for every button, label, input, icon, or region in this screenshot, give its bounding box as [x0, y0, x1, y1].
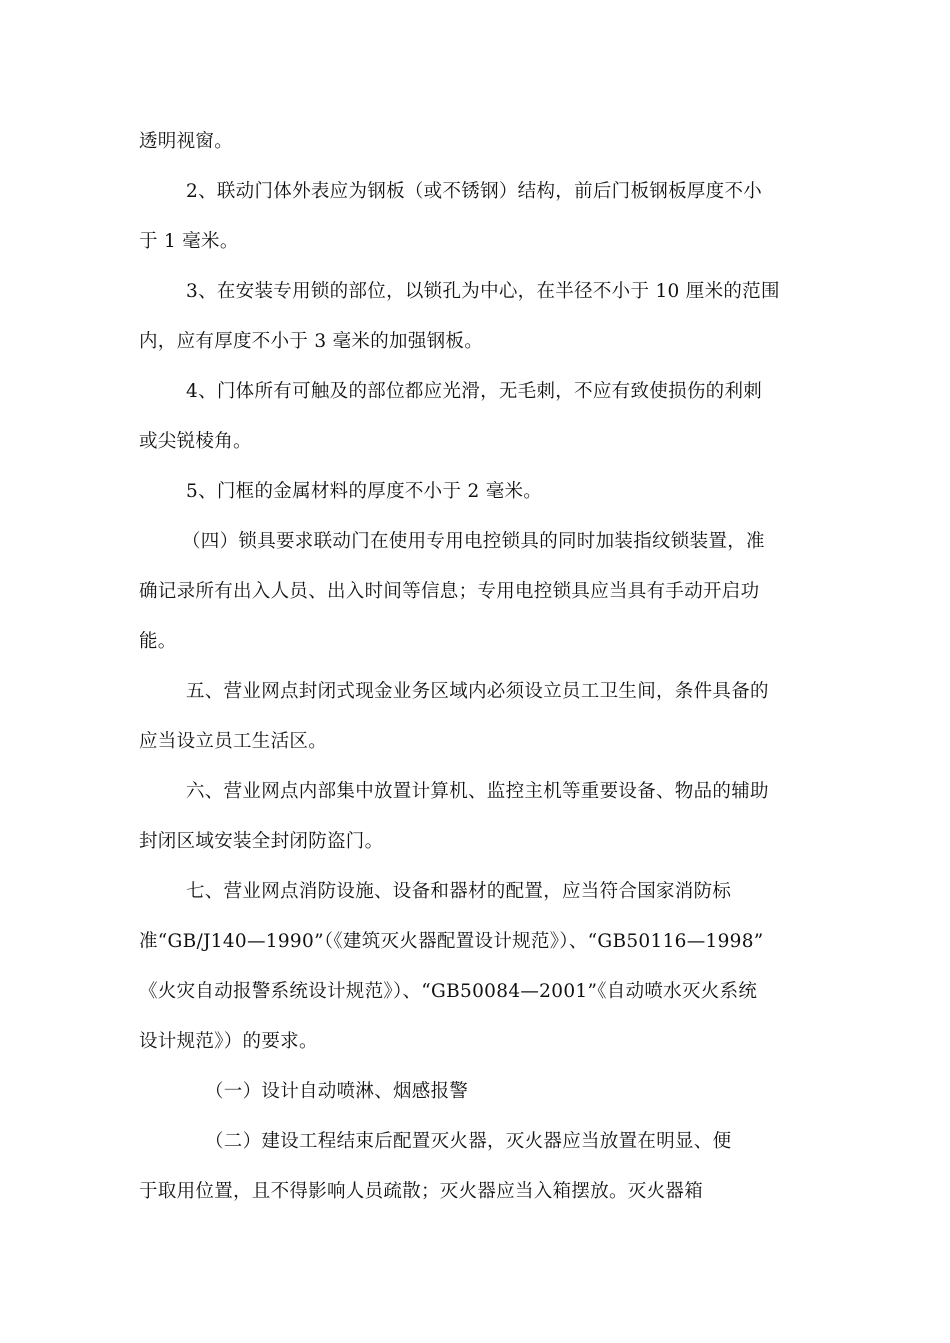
- text-line: 设计规范》）的要求。: [139, 1031, 318, 1052]
- text-line: 4、门体所有可触及的部位都应光滑，无毛刺，不应有致使损伤的利刺: [186, 381, 763, 402]
- text-line: 应当设立员工生活区。: [139, 731, 328, 752]
- text-line: 5、门框的金属材料的厚度不小于 2 毫米。: [186, 481, 543, 502]
- text-line: （四）锁具要求联动门在使用专用电控锁具的同时加装指纹锁装置，准: [182, 531, 765, 552]
- text-line: 于取用位置，且不得影响人员疏散；灭火器应当入箱摆放。灭火器箱: [139, 1181, 704, 1202]
- text-line: 七、营业网点消防设施、设备和器材的配置，应当符合国家消防标: [186, 881, 732, 902]
- text-line: 《火灾自动报警系统设计规范》）、“GB50084—2001”《自动喷水灭火系统: [139, 981, 758, 1002]
- text-line: 于 1 毫米。: [139, 231, 239, 252]
- text-line: 五、营业网点封闭式现金业务区域内必须设立员工卫生间，条件具备的: [186, 681, 769, 702]
- text-line: 或尖锐棱角。: [139, 431, 252, 452]
- text-line: 确记录所有出入人员、出入时间等信息；专用电控锁具应当具有手动开启功: [139, 581, 760, 602]
- text-line: （一）设计自动喷淋、烟感报警: [205, 1081, 469, 1102]
- text-line: （二）建设工程结束后配置灭火器，灭火器应当放置在明显、便: [205, 1131, 732, 1152]
- text-line: 2、联动门体外表应为钢板（或不锈钢）结构，前后门板钢板厚度不小: [186, 181, 763, 202]
- text-line: 内，应有厚度不小于 3 毫米的加强钢板。: [139, 331, 484, 352]
- text-line: 透明视窗。: [139, 131, 234, 152]
- text-line: 准“GB/J140—1990”（《建筑灭火器配置设计规范》）、“GB50116—1998”: [139, 931, 764, 952]
- text-line: 3、在安装专用锁的部位，以锁孔为中心，在半径不小于 10 厘米的范围: [186, 281, 780, 302]
- text-line: 封闭区域安装全封闭防盗门。: [139, 831, 384, 852]
- text-line: 六、营业网点内部集中放置计算机、监控主机等重要设备、物品的辅助: [186, 781, 769, 802]
- text-line: 能。: [139, 631, 177, 652]
